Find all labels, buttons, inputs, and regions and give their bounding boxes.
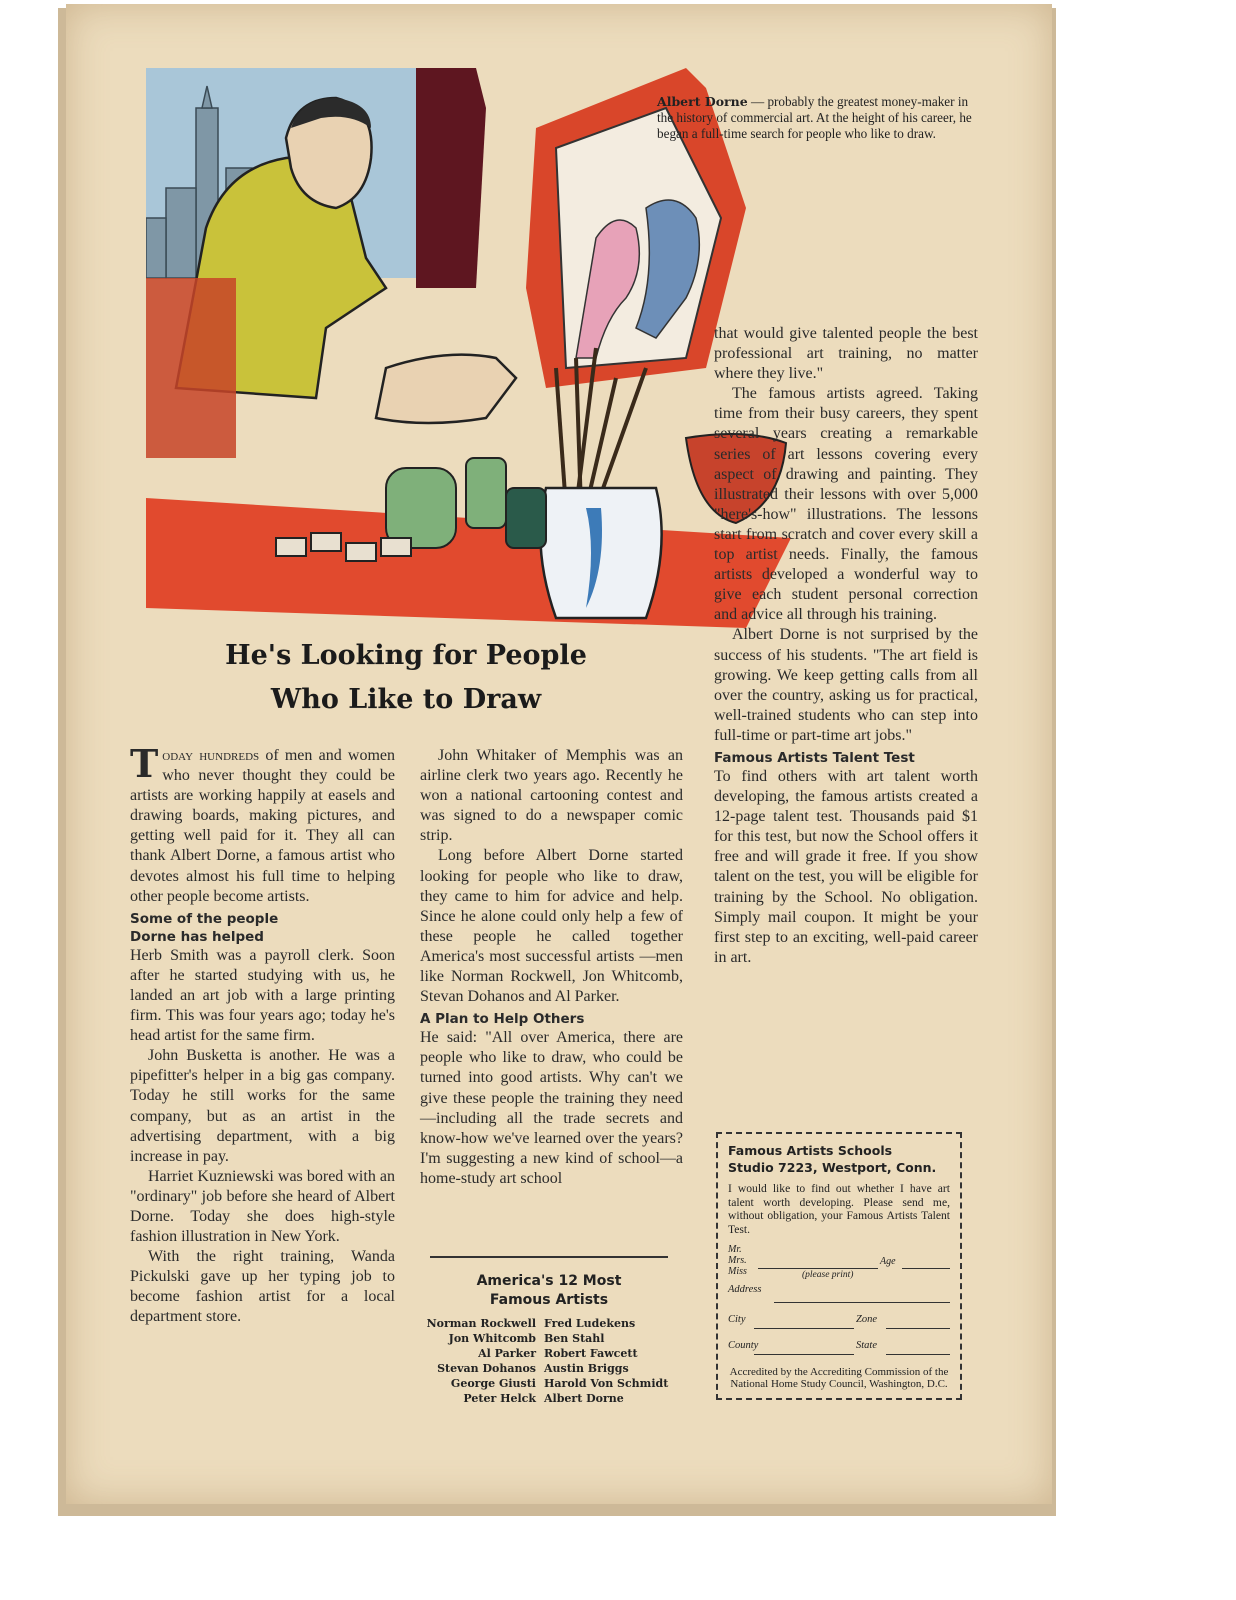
zone-line — [886, 1328, 950, 1329]
coupon-header-line-1: Famous Artists Schools — [728, 1143, 893, 1158]
subhead-people-helped — [130, 910, 395, 946]
artist-name: Austin Briggs — [544, 1362, 629, 1375]
paragraph-john-whitaker: John Whitaker of Memphis was an airline clerk two years ago. Recently he won a national cartooning contest and was signed to do a newspaper comic strip. — [420, 747, 683, 845]
dark-curtain — [416, 68, 486, 288]
accreditation-note: Accredited by the Accrediting Commission of the National Home Study Council, Washington, D.C. — [729, 1366, 949, 1390]
column-2 — [420, 746, 683, 1189]
paragraph-wanda-pickulski: With the right training, Wanda Pickulski gave up her typing job to become fashion artist for a local department store. — [130, 1248, 395, 1326]
artist-name: Norman Rockwell — [426, 1317, 536, 1330]
coupon-header-line-2: Studio 7223, Westport, Conn. — [728, 1160, 937, 1175]
state-label: State — [856, 1340, 877, 1351]
county-state-field[interactable] — [728, 1334, 950, 1360]
headline — [126, 634, 686, 722]
artist-name: Jon Whitcomb — [448, 1332, 536, 1345]
label-mr: Mr. — [728, 1244, 742, 1255]
address-line — [774, 1302, 950, 1303]
column-1 — [130, 741, 395, 1328]
paragraph-john-busketta: John Busketta is another. He was a pipefitter's helper in a big gas company. Today he still works for the same company, but as an artist in the advertising department, with a big increase in pay. — [130, 1047, 395, 1165]
please-print-label: (please print) — [802, 1270, 854, 1280]
label-mrs: Mrs. — [728, 1255, 747, 1266]
brush-jar — [540, 488, 661, 618]
age-line[interactable] — [902, 1268, 950, 1269]
headline-line-2: Who Like to Draw — [270, 684, 542, 715]
coupon-body: I would like to find out whether I have art talent worth developing. Please send me, without obligation, your Famous Artists Talent Test. — [728, 1182, 950, 1236]
city-zone-field[interactable] — [728, 1308, 950, 1334]
artists-list-title — [430, 1272, 668, 1310]
column-3 — [714, 324, 978, 968]
paragraph-talented-people: that would give talented people the best professional art training, no matter where they live." — [714, 325, 978, 383]
artists-row — [409, 1346, 699, 1361]
comic-ad-page — [66, 4, 1052, 1504]
city-label: City — [728, 1314, 746, 1325]
caption-text: — probably the greatest money-maker in the history of commercial art. At the height of his career, he began a full-time search for people who like to draw. — [657, 94, 972, 141]
caption-name: Albert Dorne — [657, 94, 748, 109]
chair-back — [146, 278, 236, 458]
paragraph-he-said: He said: "All over America, there are people who like to draw, who could be turned into good artists. Why can't we give these people the training they need—including all the trade secrets and know-how we've learned over the years? I'm suggesting a new kind of school—a home-study art school — [420, 1029, 683, 1187]
artists-row — [409, 1391, 699, 1406]
paragraph-harriet-kuzniewski: Harriet Kuzniewski was bored with an "ordinary" job before she heard of Albert Dorne. Today she does high-style fashion illustration in New York. — [130, 1167, 395, 1246]
albert-dorne-illustration — [146, 68, 791, 628]
artist-name: Peter Helck — [463, 1392, 536, 1405]
name-line — [758, 1268, 878, 1269]
artists-title-line-2: Famous Artists — [489, 1292, 609, 1308]
paragraph-herb-smith: Herb Smith was a payroll clerk. Soon after he started studying with us, he landed an art job with a large printing firm. This was four years ago; today he's head artist for the same firm. — [130, 946, 395, 1045]
artist-name: Al Parker — [478, 1347, 536, 1360]
artist-name: Albert Dorne — [544, 1392, 624, 1405]
zone-label: Zone — [856, 1314, 877, 1325]
artist-name: Fred Ludekens — [544, 1317, 636, 1330]
age-label: Age — [880, 1256, 896, 1267]
artists-row — [409, 1361, 699, 1376]
artists-row — [409, 1331, 699, 1346]
subhead-line-2: Dorne has helped — [130, 928, 264, 945]
label-miss: Miss — [728, 1266, 747, 1277]
address-field[interactable] — [728, 1284, 950, 1308]
headline-line-1: He's Looking for People — [225, 640, 587, 671]
artist-name: Harold Von Schmidt — [544, 1377, 669, 1390]
drop-cap: T — [130, 741, 159, 786]
address-label: Address — [728, 1284, 762, 1295]
artist-name: Ben Stahl — [544, 1332, 605, 1345]
intro-paragraph — [130, 741, 395, 907]
intro-lead: oday hundreds — [162, 747, 260, 764]
name-field[interactable] — [728, 1244, 950, 1284]
artist-name: George Giusti — [450, 1377, 536, 1390]
city-line — [754, 1328, 854, 1329]
paragraph-artists-agreed: The famous artists agreed. Taking time from their busy careers, they spent several years creating a remarkable series of art lessons covering every aspect of drawing and painting. They illustrated their lessons with over 5,000 "here's-how" illustrations. The lessons start from scratch and cover every skill a top artist needs. Finally, the famous artists developed a wonderful way to give each student personal correction and advice all through his training. — [714, 385, 978, 624]
paragraph-not-surprised: Albert Dorne is not surprised by the success of his students. "The art field is growing. We keep getting calls from all over the country, asking us for practical, well-trained students who can step into full-time or part-time art jobs." — [714, 626, 978, 744]
artists-list — [409, 1316, 699, 1406]
subhead-talent-test: Famous Artists Talent Test — [714, 749, 915, 766]
paragraph-talent-test: To find others with art talent worth developing, the famous artists created a 12-page talent test. Thousands paid $1 for this test, but now the School offers it free and will grade it free. If you show talent on the test, you will be eligible for training by the School. No obligation. Simply mail coupon. It might be your first step to an exciting, well-paid career in art. — [714, 767, 978, 966]
artist-name: Robert Fawcett — [544, 1347, 638, 1360]
state-line — [886, 1354, 950, 1355]
artists-row — [409, 1316, 699, 1331]
mail-coupon[interactable] — [716, 1132, 962, 1400]
county-line — [754, 1354, 854, 1355]
subhead-plan: A Plan to Help Others — [420, 1011, 585, 1028]
subhead-line-1: Some of the people — [130, 910, 279, 927]
artists-title-line-1: America's 12 Most — [476, 1273, 622, 1289]
illustration-caption — [657, 94, 977, 142]
county-label: County — [728, 1340, 759, 1351]
paragraph-long-before: Long before Albert Dorne started looking for people who like to draw, they came to him for advice and help. Since he alone could only help a few of these people he called together America's most successful artists —men like Norman Rockwell, Jon Whitcomb, Stevan Dohanos and Al Parker. — [420, 847, 683, 1006]
artist-name: Stevan Dohanos — [437, 1362, 536, 1375]
artist-hands — [376, 355, 516, 423]
artists-row — [409, 1376, 699, 1391]
artists-divider — [430, 1256, 668, 1258]
intro-text: of men and women who never thought they could be artists are working happily at easels and drawing boards, making pictures, and getting well paid for it. They all can thank Albert Dorne, a famous artist who devotes almost his full time to helping other people become artists. — [130, 747, 395, 905]
